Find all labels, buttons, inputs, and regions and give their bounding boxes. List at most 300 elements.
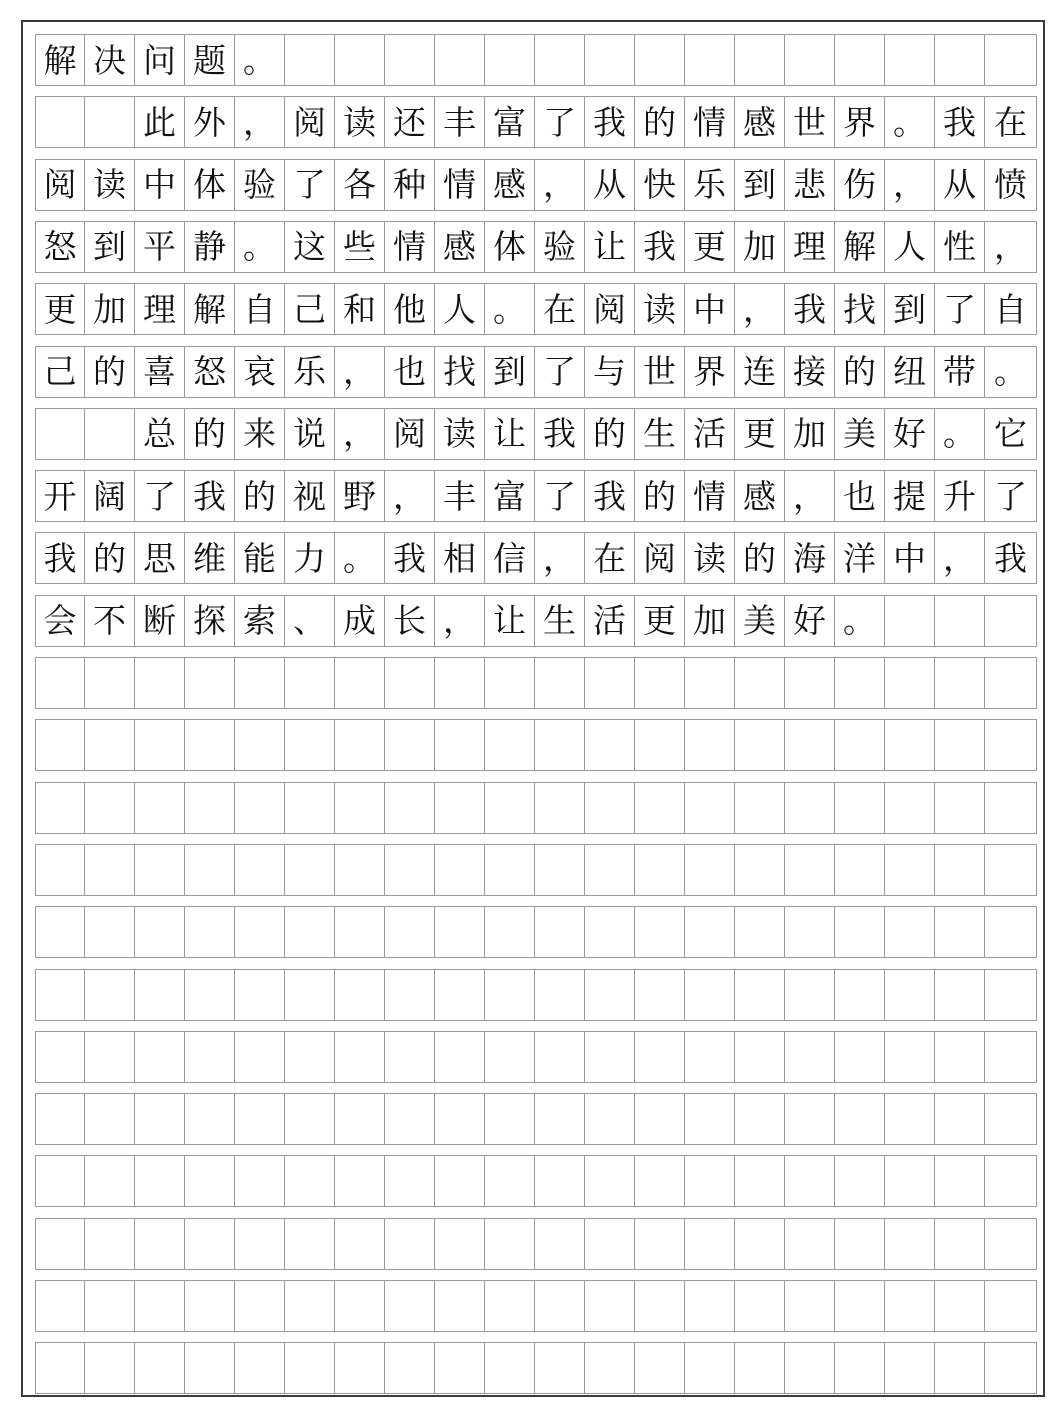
grid-cell: 我 (635, 221, 685, 273)
grid-cell: 的 (185, 408, 235, 460)
grid-cell (35, 719, 85, 771)
grid-cell: ， (335, 346, 385, 398)
grid-cell (885, 782, 935, 834)
grid-cell (385, 657, 435, 709)
grid-cell (735, 1031, 785, 1083)
grid-cell (685, 1031, 735, 1083)
grid-cell (135, 1342, 185, 1394)
grid-cell (985, 595, 1037, 647)
grid-cell (485, 1280, 535, 1332)
grid-cell: 验 (235, 159, 285, 211)
grid-cell: 提 (885, 470, 935, 522)
grid-cell (685, 844, 735, 896)
grid-cell: 了 (535, 346, 585, 398)
grid-cell (185, 1093, 235, 1145)
grid-cell: 富 (485, 96, 535, 148)
grid-cell: 情 (435, 159, 485, 211)
grid-cell (635, 782, 685, 834)
grid-cell (835, 1093, 885, 1145)
grid-cell (85, 719, 135, 771)
grid-cell: 我 (785, 283, 835, 335)
grid-cell (185, 1155, 235, 1207)
grid-cell (635, 969, 685, 1021)
grid-cell (485, 1342, 535, 1394)
grid-cell (285, 782, 335, 834)
grid-cell (985, 906, 1037, 958)
grid-cell: 与 (585, 346, 635, 398)
grid-cell: 性 (935, 221, 985, 273)
grid-cell: 的 (735, 532, 785, 584)
grid-cell (435, 782, 485, 834)
grid-cell: 解 (835, 221, 885, 273)
grid-cell: 生 (535, 595, 585, 647)
grid-cell (85, 1155, 135, 1207)
grid-cell (585, 1280, 635, 1332)
grid-cell: 种 (385, 159, 435, 211)
grid-cell: 中 (885, 532, 935, 584)
grid-cell: 阅 (385, 408, 435, 460)
grid-cell (935, 1031, 985, 1083)
grid-cell (935, 782, 985, 834)
grid-cell (785, 1342, 835, 1394)
grid-cell: 断 (135, 595, 185, 647)
grid-cell (935, 657, 985, 709)
grid-row (35, 719, 1037, 771)
grid-cell (835, 1155, 885, 1207)
grid-cell (435, 1031, 485, 1083)
grid-cell: 的 (85, 532, 135, 584)
grid-cell (85, 96, 135, 148)
grid-cell: 外 (185, 96, 235, 148)
grid-cell (85, 408, 135, 460)
grid-cell (935, 1342, 985, 1394)
grid-cell (335, 844, 385, 896)
grid-cell: 情 (385, 221, 435, 273)
grid-cell (735, 844, 785, 896)
grid-cell (685, 1093, 735, 1145)
grid-cell: 加 (785, 408, 835, 460)
grid-cell: 了 (535, 470, 585, 522)
grid-cell (185, 719, 235, 771)
grid-cell: 能 (235, 532, 285, 584)
grid-cell: 静 (185, 221, 235, 273)
grid-cell: 会 (35, 595, 85, 647)
grid-cell (885, 1031, 935, 1083)
grid-cell: 己 (285, 283, 335, 335)
grid-cell: 乐 (285, 346, 335, 398)
grid-cell (135, 1218, 185, 1270)
grid-cell (435, 1218, 485, 1270)
grid-cell: 人 (435, 283, 485, 335)
grid-cell: 我 (385, 532, 435, 584)
grid-cell (535, 719, 585, 771)
grid-cell (735, 1155, 785, 1207)
grid-cell: 从 (935, 159, 985, 211)
grid-cell (85, 906, 135, 958)
grid-row (35, 1342, 1037, 1394)
grid-cell (685, 782, 735, 834)
grid-cell (235, 969, 285, 1021)
grid-cell (135, 969, 185, 1021)
grid-cell: 了 (285, 159, 335, 211)
grid-cell (335, 34, 385, 86)
grid-cell (685, 1280, 735, 1332)
grid-cell: 愤 (985, 159, 1037, 211)
grid-cell (35, 1093, 85, 1145)
grid-cell (185, 844, 235, 896)
grid-cell (785, 1093, 835, 1145)
grid-cell (335, 719, 385, 771)
grid-cell: 界 (685, 346, 735, 398)
grid-cell: 。 (335, 532, 385, 584)
grid-cell (635, 1093, 685, 1145)
grid-row (35, 96, 1037, 148)
grid-cell: 自 (235, 283, 285, 335)
grid-cell (485, 1218, 535, 1270)
grid-cell: 界 (835, 96, 885, 148)
grid-cell: 信 (485, 532, 535, 584)
grid-cell: 悲 (785, 159, 835, 211)
grid-cell (635, 657, 685, 709)
grid-cell (735, 1093, 785, 1145)
grid-cell (85, 1218, 135, 1270)
grid-cell (85, 782, 135, 834)
grid-cell (385, 1031, 435, 1083)
grid-cell: 我 (35, 532, 85, 584)
grid-cell: 生 (635, 408, 685, 460)
grid-cell: 在 (985, 96, 1037, 148)
grid-cell (935, 1093, 985, 1145)
grid-cell (385, 1155, 435, 1207)
grid-cell (885, 969, 935, 1021)
grid-cell (335, 906, 385, 958)
grid-cell (985, 1093, 1037, 1145)
grid-cell (985, 719, 1037, 771)
grid-row (35, 595, 1037, 647)
grid-cell (685, 969, 735, 1021)
grid-cell (585, 906, 635, 958)
grid-cell (535, 969, 585, 1021)
grid-cell: 到 (735, 159, 785, 211)
grid-cell (835, 1031, 885, 1083)
grid-cell (735, 34, 785, 86)
grid-cell: 维 (185, 532, 235, 584)
grid-cell (785, 34, 835, 86)
grid-cell (835, 969, 885, 1021)
grid-cell: 体 (185, 159, 235, 211)
grid-cell (35, 1342, 85, 1394)
grid-cell (885, 906, 935, 958)
grid-cell (985, 844, 1037, 896)
grid-cell (335, 1218, 385, 1270)
grid-cell: 读 (335, 96, 385, 148)
grid-row (35, 906, 1037, 958)
grid-cell (535, 1031, 585, 1083)
grid-row (35, 1155, 1037, 1207)
grid-cell: 。 (485, 283, 535, 335)
grid-cell: 此 (135, 96, 185, 148)
grid-cell: 海 (785, 532, 835, 584)
grid-cell (885, 844, 935, 896)
grid-cell: 开 (35, 470, 85, 522)
grid-cell: 读 (85, 159, 135, 211)
grid-cell (885, 1093, 935, 1145)
grid-cell: ， (235, 96, 285, 148)
grid-cell (985, 1342, 1037, 1394)
grid-cell: 理 (785, 221, 835, 273)
grid-cell (435, 969, 485, 1021)
grid-cell: 怒 (185, 346, 235, 398)
grid-cell: 感 (435, 221, 485, 273)
grid-cell: 加 (735, 221, 785, 273)
grid-cell: 决 (85, 34, 135, 86)
grid-cell: 各 (335, 159, 385, 211)
grid-cell (735, 969, 785, 1021)
grid-cell (585, 1155, 635, 1207)
grid-cell: 从 (585, 159, 635, 211)
grid-cell (935, 1280, 985, 1332)
grid-cell: 加 (685, 595, 735, 647)
grid-cell: 阅 (35, 159, 85, 211)
grid-cell (85, 1342, 135, 1394)
grid-cell (935, 844, 985, 896)
grid-cell (685, 1342, 735, 1394)
grid-cell: 更 (735, 408, 785, 460)
grid-cell: 丰 (435, 470, 485, 522)
grid-cell (185, 657, 235, 709)
grid-cell (335, 1031, 385, 1083)
grid-cell (135, 844, 185, 896)
grid-cell (135, 1155, 185, 1207)
grid-cell: 我 (585, 96, 635, 148)
grid-cell (885, 34, 935, 86)
grid-cell (485, 1155, 535, 1207)
grid-cell (385, 1093, 435, 1145)
grid-cell: 感 (735, 470, 785, 522)
grid-cell: 中 (685, 283, 735, 335)
grid-row (35, 408, 1037, 460)
grid-cell: 探 (185, 595, 235, 647)
grid-cell (235, 1093, 285, 1145)
grid-cell (885, 1342, 935, 1394)
grid-cell: 世 (635, 346, 685, 398)
grid-cell (35, 1031, 85, 1083)
grid-cell: 视 (285, 470, 335, 522)
grid-cell (135, 657, 185, 709)
grid-cell (335, 782, 385, 834)
grid-cell: 带 (935, 346, 985, 398)
grid-cell: ， (985, 221, 1037, 273)
grid-cell (835, 1280, 885, 1332)
grid-cell: 总 (135, 408, 185, 460)
grid-cell (835, 782, 885, 834)
grid-cell: 也 (835, 470, 885, 522)
grid-cell: 到 (885, 283, 935, 335)
grid-cell (585, 1031, 635, 1083)
grid-cell: 阅 (635, 532, 685, 584)
grid-cell: 我 (985, 532, 1037, 584)
grid-cell (685, 657, 735, 709)
grid-cell (785, 906, 835, 958)
grid-cell (35, 906, 85, 958)
grid-cell (485, 1093, 535, 1145)
grid-row (35, 782, 1037, 834)
grid-cell: 喜 (135, 346, 185, 398)
grid-cell (385, 34, 435, 86)
grid-cell: 力 (285, 532, 335, 584)
grid-cell: 长 (385, 595, 435, 647)
grid-cell: ， (435, 595, 485, 647)
grid-cell: 感 (735, 96, 785, 148)
grid-cell (935, 1155, 985, 1207)
grid-row (35, 844, 1037, 896)
grid-cell: 不 (85, 595, 135, 647)
grid-cell: 纽 (885, 346, 935, 398)
grid-cell (85, 844, 135, 896)
grid-cell (935, 34, 985, 86)
grid-cell (285, 1093, 335, 1145)
grid-cell (35, 96, 85, 148)
grid-cell (935, 595, 985, 647)
grid-cell: 我 (535, 408, 585, 460)
grid-cell: 的 (585, 408, 635, 460)
grid-cell (285, 906, 335, 958)
grid-cell: 美 (835, 408, 885, 460)
grid-cell: 阔 (85, 470, 135, 522)
grid-cell (535, 657, 585, 709)
grid-cell: 中 (135, 159, 185, 211)
grid-cell (235, 1342, 285, 1394)
grid-cell: 的 (235, 470, 285, 522)
grid-cell (35, 969, 85, 1021)
grid-cell (985, 34, 1037, 86)
grid-cell (35, 657, 85, 709)
grid-cell: 好 (885, 408, 935, 460)
grid-cell: ， (535, 532, 585, 584)
grid-cell (585, 34, 635, 86)
grid-cell (585, 1093, 635, 1145)
grid-cell: 。 (235, 34, 285, 86)
grid-cell (785, 1155, 835, 1207)
grid-cell: 在 (585, 532, 635, 584)
grid-cell: 活 (685, 408, 735, 460)
grid-cell (635, 1218, 685, 1270)
grid-cell (485, 719, 535, 771)
grid-cell (185, 1218, 235, 1270)
grid-cell (885, 1280, 935, 1332)
grid-cell (335, 1280, 385, 1332)
grid-cell (585, 719, 635, 771)
grid-cell (635, 1155, 685, 1207)
grid-cell: 更 (685, 221, 735, 273)
grid-cell: 世 (785, 96, 835, 148)
grid-cell (85, 1280, 135, 1332)
grid-cell (235, 719, 285, 771)
grid-cell: 洋 (835, 532, 885, 584)
grid-cell: 理 (135, 283, 185, 335)
grid-cell (85, 657, 135, 709)
grid-cell: 了 (135, 470, 185, 522)
grid-cell: 。 (235, 221, 285, 273)
grid-cell: 。 (885, 96, 935, 148)
grid-cell (785, 719, 835, 771)
grid-cell (585, 782, 635, 834)
grid-cell (285, 1280, 335, 1332)
grid-cell: 它 (985, 408, 1037, 460)
grid-cell (335, 657, 385, 709)
grid-cell: 快 (635, 159, 685, 211)
grid-cell: 好 (785, 595, 835, 647)
grid-cell: 接 (785, 346, 835, 398)
grid-cell: 野 (335, 470, 385, 522)
grid-cell (385, 1342, 435, 1394)
grid-row (35, 283, 1037, 335)
grid-cell (435, 34, 485, 86)
grid-cell (85, 1031, 135, 1083)
grid-cell (535, 1218, 585, 1270)
grid-cell (985, 969, 1037, 1021)
grid-cell: 了 (535, 96, 585, 148)
grid-cell: 情 (685, 470, 735, 522)
grid-cell: 读 (685, 532, 735, 584)
grid-cell (385, 844, 435, 896)
grid-cell (985, 1280, 1037, 1332)
grid-cell: 问 (135, 34, 185, 86)
grid-cell: 情 (685, 96, 735, 148)
grid-cell (285, 719, 335, 771)
grid-cell (235, 906, 285, 958)
grid-cell (735, 1218, 785, 1270)
grid-cell (935, 719, 985, 771)
grid-cell: 些 (335, 221, 385, 273)
grid-cell (435, 1280, 485, 1332)
grid-cell: 和 (335, 283, 385, 335)
grid-cell (235, 1280, 285, 1332)
grid-cell: 的 (635, 96, 685, 148)
grid-cell: 了 (935, 283, 985, 335)
grid-cell (635, 906, 685, 958)
grid-cell (785, 969, 835, 1021)
grid-cell (835, 34, 885, 86)
grid-cell (135, 719, 185, 771)
composition-sheet (21, 20, 1045, 1397)
grid-cell (835, 719, 885, 771)
grid-cell (835, 844, 885, 896)
grid-cell (935, 1218, 985, 1270)
grid-cell: 我 (185, 470, 235, 522)
grid-cell: 哀 (235, 346, 285, 398)
grid-cell (285, 34, 335, 86)
grid-cell: 升 (935, 470, 985, 522)
grid-cell (535, 1280, 585, 1332)
grid-cell: 感 (485, 159, 535, 211)
grid-cell (835, 657, 885, 709)
grid-cell (235, 657, 285, 709)
grid-cell (435, 844, 485, 896)
grid-cell (835, 1342, 885, 1394)
grid-cell: ， (535, 159, 585, 211)
grid-cell: ， (335, 408, 385, 460)
grid-cell: ， (885, 159, 935, 211)
grid-cell (335, 1093, 385, 1145)
grid-cell (635, 844, 685, 896)
grid-cell (135, 1031, 185, 1083)
grid-row (35, 159, 1037, 211)
grid-cell (935, 969, 985, 1021)
grid-cell (835, 1218, 885, 1270)
grid-cell (685, 719, 735, 771)
grid-cell: 的 (85, 346, 135, 398)
